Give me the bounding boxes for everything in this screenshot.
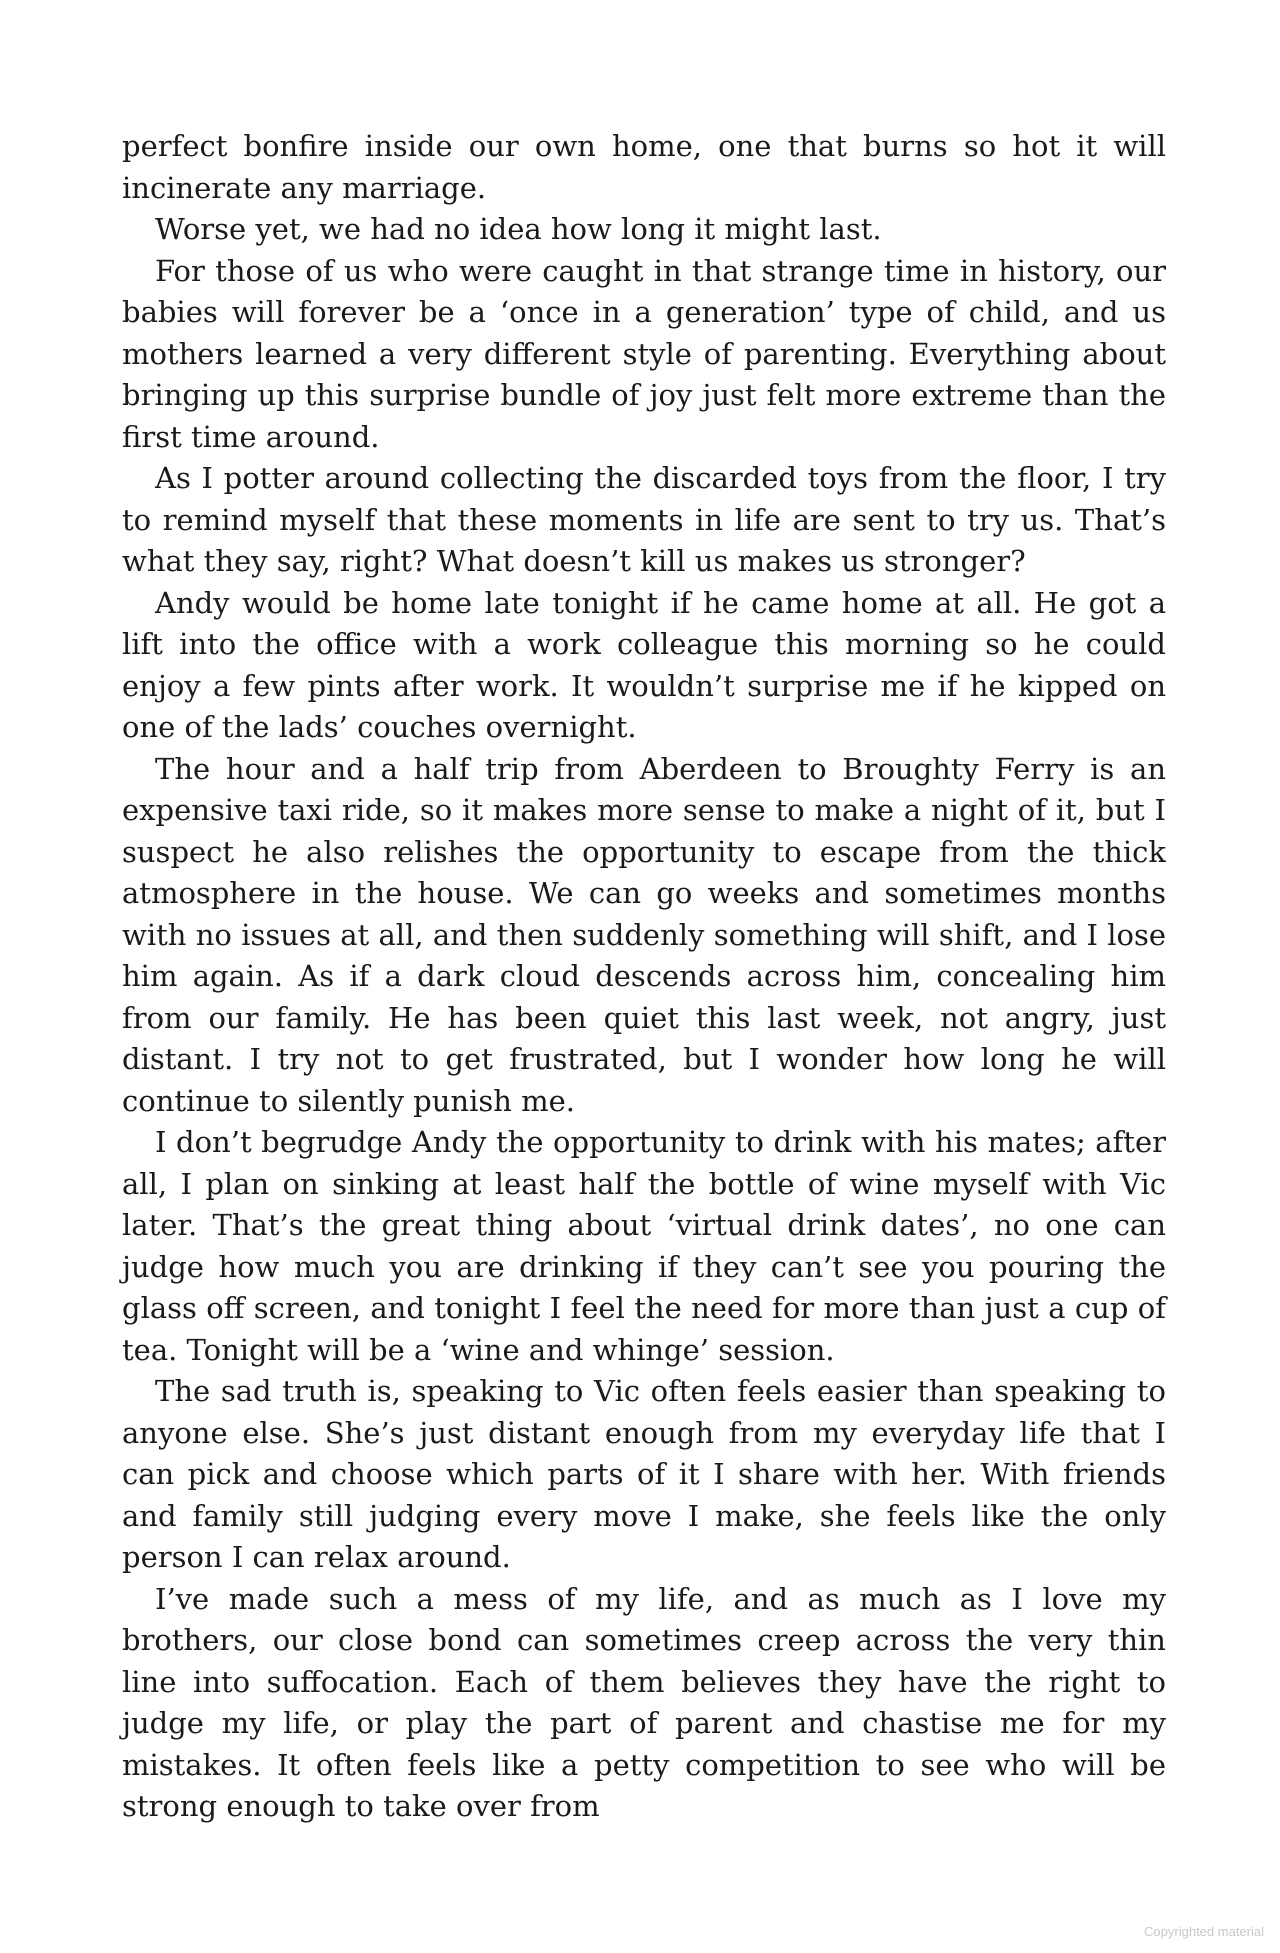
paragraph: perfect bonfire inside our own home, one that burns so hot it will incinerate any marriage. (122, 129, 1166, 205)
paragraph: Worse yet, we had no idea how long it might last. (155, 212, 882, 246)
paragraph: For those of us who were caught in that strange time in history, our babies will forever be a ‘once in a generation’ type of child, and us mothers learned a very different style of parenting. Everything about bringing up this surprise bundle of joy just felt more extreme than the first time around. (122, 253, 1166, 454)
paragraph: I’ve made such a mess of my life, and as much as I love my brothers, our close bond can sometimes creep across the very thin line into suffocation. Each of them believes they have the right to judge my life, or play the part of parent and chastise me for my mistakes. It often feels like a petty competition to see who will be strong enough to take over from (122, 1581, 1166, 1823)
paragraph: Andy would be home late tonight if he came home at all. He got a lift into the office with a work colleague this morning so he could enjoy a few pints after work. It wouldn’t surprise me if he kipped on one of the lads’ couches overnight. (122, 585, 1166, 744)
paragraph: The hour and a half trip from Aberdeen to Broughty Ferry is an expensive taxi ride, so it makes more sense to make a night of it, but I suspect he also relishes the opportunity to escape from the thick atmosphere in the house. We can go weeks and sometimes months with no issues at all, and then suddenly something will shift, and I lose him again. As if a dark cloud descends across him, concealing him from our family. He has been quiet this last week, not angry, just distant. I try not to get frustrated, but I wonder how long he will continue to silently punish me. (122, 751, 1166, 1118)
book-page-text (122, 126, 1166, 1828)
paragraph: As I potter around collecting the discarded toys from the floor, I try to remind myself that these moments in life are sent to try us. That’s what they say, right? What doesn’t kill us makes us stronger? (122, 461, 1166, 578)
copyright-watermark: Copyrighted material (1144, 1924, 1264, 1939)
paragraph: The sad truth is, speaking to Vic often feels easier than speaking to anyone else. She’s just distant enough from my everyday life that I can pick and choose which parts of it I share with her. With friends and family still judging every move I make, she feels like the only person I can relax around. (122, 1374, 1166, 1574)
paragraph: I don’t begrudge Andy the opportunity to drink with his mates; after all, I plan on sinking at least half the bottle of wine myself with Vic later. That’s the great thing about ‘virtual drink dates’, no one can judge how much you are drinking if they can’t see you pouring the glass off screen, and tonight I feel the need for more than just a cup of tea. Tonight will be a ‘wine and whinge’ session. (122, 1125, 1166, 1367)
